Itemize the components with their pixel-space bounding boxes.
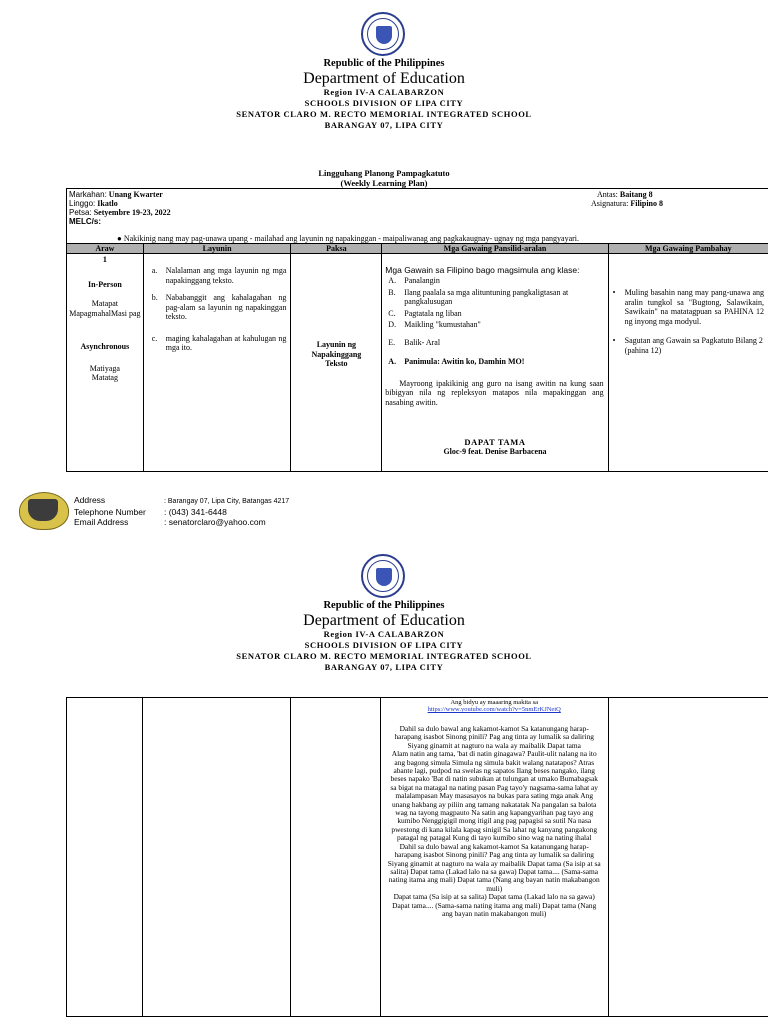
asignatura-label: Asignatura: [591, 199, 629, 208]
plan-subtitle: (Weekly Learning Plan) [340, 178, 428, 188]
values-asynchronous: Matiyaga Matatag [89, 363, 120, 382]
song-artist: Gloc-9 feat. Denise Barbacena [443, 447, 547, 456]
republic-label: Republic of the Philippines [323, 58, 445, 69]
araw-cell [67, 254, 144, 472]
gawain-text: Ilang paalala sa mga alituntuning pangkaligtasan at pangkalusugan [404, 287, 569, 306]
gawain-text: Balik- Aral [404, 337, 441, 347]
plan-title: Lingguhang Planong Pampagkatuto [318, 168, 450, 178]
layunin-mark: a. [151, 266, 158, 275]
gawain-text: Maikling "kumustahan" [404, 320, 481, 329]
footer-phone-row [74, 507, 289, 517]
footer-address-row [74, 495, 289, 507]
learning-plan-table-continued [66, 697, 768, 1017]
paksa-cell [291, 254, 382, 472]
layunin-text: Nalalaman ang mga layunin ng mga napakinggang teksto. [165, 266, 287, 285]
footer-email-value: : senatorclaro@yahoo.com [164, 517, 266, 527]
gawain-cell [380, 698, 608, 1017]
footer-email-row [74, 517, 289, 527]
gawain-item [382, 309, 603, 319]
linggo-value: Ikatlo [97, 199, 118, 208]
department-title: Department of Education [303, 70, 465, 87]
gawain-text: Panalangin [404, 276, 440, 285]
division-label: SCHOOLS DIVISION OF LIPA CITY [304, 640, 464, 650]
deped-seal-icon [361, 554, 405, 598]
footer-phone-label: Telephone Number [74, 507, 146, 517]
gawain-item [382, 276, 603, 286]
footer-email-label: Email Address [74, 517, 129, 527]
school-logo-icon [19, 492, 69, 530]
gawain-text: Pagtatala ng liban [404, 308, 462, 318]
song-title: DAPAT TAMA [464, 437, 526, 447]
markahan-label: Markahan: [69, 190, 107, 199]
in-person-label: In-Person [87, 279, 122, 289]
gawain-cell [382, 254, 608, 472]
learning-plan-table [66, 243, 768, 472]
address-label: BARANGAY 07, LIPA CITY [324, 662, 444, 672]
gawain-mark: B. [388, 287, 396, 297]
footer-phone-value: : (043) 341-6448 [164, 507, 227, 517]
pambahay-cell [608, 698, 768, 1017]
address-label: BARANGAY 07, LIPA CITY [324, 120, 444, 130]
layunin-mark: c. [151, 333, 158, 343]
panimula-mark: A. [388, 357, 397, 366]
footer-address-label: Address [74, 495, 106, 505]
video-link[interactable]: https://www.youtube.com/watch?v=5nmErKJNetQ [427, 706, 561, 713]
gawain-intro: Mga Gawain sa Filipino bago magsimula ang klase: [385, 265, 580, 275]
layunin-mark: b. [151, 293, 158, 302]
school-label: SENATOR CLARO M. RECTO MEMORIAL INTEGRATED SCHOOL [236, 651, 532, 661]
col-paksa: Paksa [291, 244, 382, 254]
araw-cell [67, 698, 143, 1017]
school-label: SENATOR CLARO M. RECTO MEMORIAL INTEGRATED SCHOOL [236, 109, 532, 119]
layunin-cell [143, 698, 291, 1017]
panimula-text: Panimula: Awitin ko, Damhin MO! [404, 357, 525, 366]
antas-value: Baitang 8 [619, 190, 653, 199]
melc-text: ● Nakikinig nang may pag-unawa upang - mailahad ang layunin ng napakinggan - maipaliwanag ang pagkakaugnay- ugnay ng mga pangyayari. [117, 234, 580, 243]
info-block [66, 188, 768, 244]
paksa-cell [290, 698, 380, 1017]
gawain-item [382, 288, 603, 307]
video-link-wrap [381, 706, 608, 713]
gawain-paragraph: Mayroong ipakikinig ang guro na isang awitin na kung saan bibigyan nila ng repleksyon matapos nila mapakinggan ang nasabing awitin. [385, 378, 604, 407]
panimula-item [382, 357, 603, 367]
layunin-cell [143, 254, 291, 472]
markahan-value: Unang Kwarter [108, 190, 163, 199]
layunin-text: Nababanggit ang kahalagahan ng pag-alam sa layunin ng napakinggan teksto. [165, 293, 287, 321]
gawain-mark: E. [388, 337, 396, 347]
petsa-value: Setyembre 19-23, 2022 [93, 208, 171, 217]
lyrics-verse: Dahil sa dulo bawal ang kakamot-kamot Sa katanungang harap-harapang isasbot Sinong pinili? Pag ang tinta ay lumalik sa daliring Siyang ginamit at nagturo na wala ay maibalik Dapat tama [394, 724, 594, 750]
lyrics-verse: Dapat tama (Sa isip at sa salita) Dapat tama (Lakad lalo na sa gawa) Dapat tama.... (Sama-sama nating itama ang mali) Dapat tama (Nang ang bayan natin makabangon muli) [392, 892, 597, 918]
lyrics-verse: Dahil sa dulo bawal ang kakamot-kamot Sa katanungang harap-harapang isasbot Sinong pinili? Pag ang tinta ay lumalik sa daliring Siyang ginamit at nagturo na wala ay maibalik Dapat tama (Sa isip at sa salita) Dapat tama (Lakad lalo na sa gawa) Dapat tama.... (Sama-sama nating itama ang mali) Dapat tama (Nang ang bayan natin makabangon muli) [387, 841, 601, 893]
region-label: Region IV-A CALABARZON [323, 87, 445, 97]
footer-contact [74, 495, 289, 527]
lyrics-verse: Alam natin ang tama, 'bat di natin ginagawa? Paulit-ulit nalang na ito ang bagong simula Simula ng simula bakit walang natatapos? Atras abante lagi, pudpod na swelas ng sapatos Ilang beses nangako, ilang beses napako 'Bat di natin subukan at tulungan at umako Bumabagsak sa bigat na matagal na nating pasan Pag tayo'y nagsama-sama lahat ay malalampasan May masasayos na bukas para sating mga anak Ang unang hakbang ay piliin ang tamang nakatatak Na pangalan sa balota wag na tayong magpauto Na satin ang kapangyarihan pag tayo ang kumibo Nenggigigil mong itigil ang pag papagisi sa sutil Na nasa pwestong di kana kilala kapag sinigil Sa lahat ng kanyang pangakong patagal ng patagal Kung di tayo kumibo sino wag na nating ihalal [390, 749, 599, 843]
pambahay-cell [608, 254, 768, 472]
pambahay-item: • Muling basahin nang may pang-unawa ang aralin tungkol sa "Bugtong, Salawikain, Sawikain" na matatagpuan sa PAHINA 12 ng inyong mga modyul. [613, 288, 764, 326]
values-in-person: Matapat MapagmahalMasi pag [69, 299, 141, 318]
layunin-item [148, 266, 287, 285]
region-label: Region IV-A CALABARZON [323, 629, 445, 639]
col-araw: Araw [67, 244, 144, 254]
layunin-item [148, 334, 287, 353]
paksa-text: Layunin ng Napakinggang Teksto [311, 340, 362, 369]
gawain-mark: D. [388, 320, 397, 329]
col-gawain: Mga Gawaing Pansilid-aralan [382, 244, 608, 254]
layunin-item [148, 293, 287, 322]
gawain-item [382, 320, 603, 330]
linggo-label: Linggo: [69, 199, 96, 208]
deped-seal-icon [361, 12, 405, 56]
antas-label: Antas: [597, 190, 618, 199]
asignatura-row [591, 199, 663, 209]
gawain-item [382, 338, 603, 348]
lyrics-block [387, 725, 602, 918]
asynchronous-label: Asynchronous [80, 342, 130, 351]
video-label: Ang bidyu ay maaaring makita sa [450, 699, 538, 706]
layunin-text: maging kahalagahan at kahulugan ng mga ito. [165, 333, 287, 352]
petsa-label: Petsa: [69, 208, 92, 217]
gawain-mark: A. [388, 276, 397, 285]
footer-address-value: : Barangay 07, Lipa City, Batangas 4217 [164, 498, 290, 505]
department-title: Department of Education [303, 612, 465, 629]
asignatura-value: Filipino 8 [630, 199, 664, 208]
pambahay-item: • Sagutan ang Gawain sa Pagkatuto Bilang 2 (pahina 12) [613, 336, 764, 355]
republic-label: Republic of the Philippines [323, 600, 445, 611]
col-pambahay: Mga Gawaing Pambahay [608, 244, 768, 254]
day-number: 1 [102, 255, 107, 264]
col-layunin: Layunin [143, 244, 291, 254]
gawain-mark: C. [388, 308, 396, 318]
division-label: SCHOOLS DIVISION OF LIPA CITY [304, 98, 464, 108]
melcs-label: MELC/s: [69, 217, 101, 226]
